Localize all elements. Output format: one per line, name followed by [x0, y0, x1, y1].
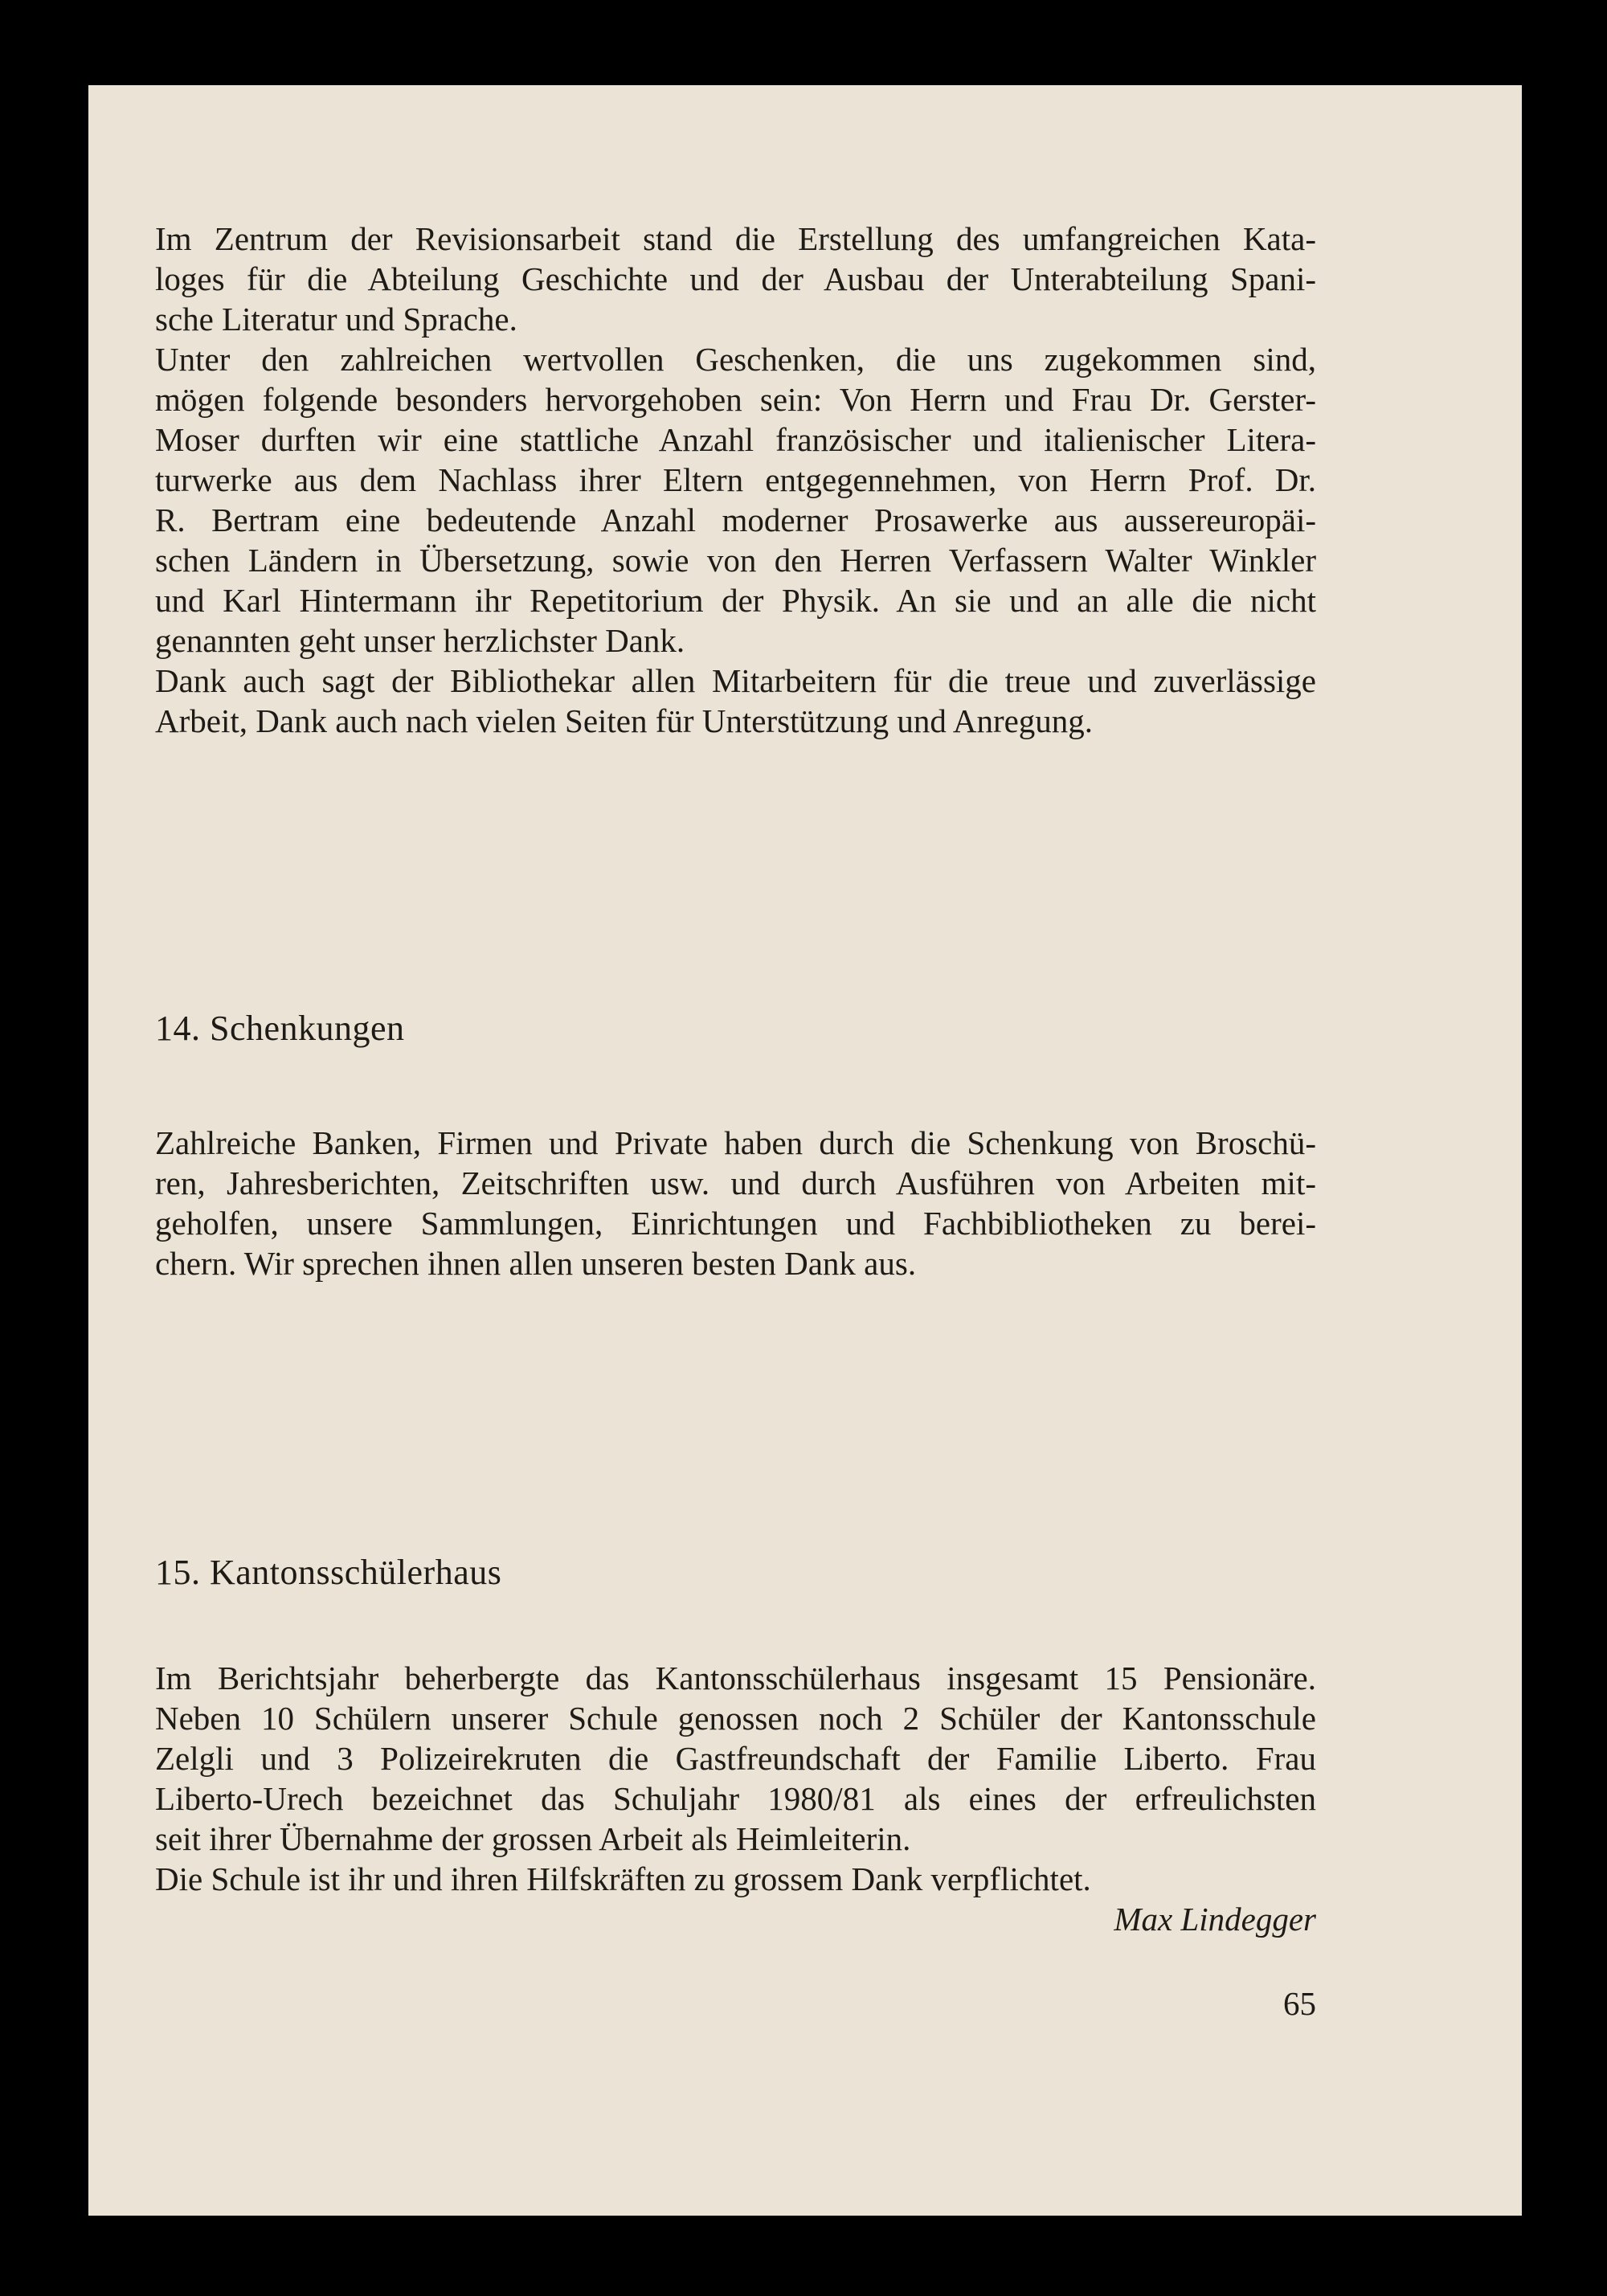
section-14-heading: 14. Schenkungen: [155, 1009, 405, 1048]
intro-paragraph: [155, 219, 1316, 741]
author-signature: Max Lindegger: [1114, 1901, 1316, 1938]
text-line: genannten geht unser herzlichster Dank.: [155, 622, 685, 659]
text-line: chern. Wir sprechen ihnen allen unseren besten Dank aus.: [155, 1245, 917, 1282]
text-line: Arbeit, Dank auch nach vielen Seiten für Unterstützung und Anregung.: [155, 702, 1094, 739]
text-line: ren, Jahresberichten, Zeitschriften usw. und durch Ausführen von Arbeiten mit-: [155, 1164, 1316, 1201]
text-line: Dank auch sagt der Bibliothekar allen Mitarbeitern für die treue und zuverlässige: [155, 662, 1316, 699]
text-line: schen Ländern in Übersetzung, sowie von den Herren Verfassern Walter Winkler: [155, 542, 1316, 579]
text-line: R. Bertram eine bedeutende Anzahl moderner Prosawerke aus aussereuropäi-: [155, 501, 1316, 538]
text-line: Unter den zahlreichen wertvollen Geschenken, die uns zugekommen sind,: [155, 341, 1316, 378]
text-line: Moser durften wir eine stattliche Anzahl französischer und italienischer Litera-: [155, 421, 1316, 458]
text-line: und Karl Hintermann ihr Repetitorium der Physik. An sie und an alle die nicht: [155, 582, 1316, 619]
text-line: Neben 10 Schülern unserer Schule genossen noch 2 Schüler der Kantonsschule: [155, 1700, 1316, 1737]
text-line: mögen folgende besonders hervorgehoben sein: Von Herrn und Frau Dr. Gerster-: [155, 381, 1316, 418]
page-number: 65: [1283, 1985, 1316, 2022]
text-line: Im Berichtsjahr beherbergte das Kantonsschülerhaus insgesamt 15 Pensionäre.: [155, 1660, 1316, 1696]
text-line: geholfen, unsere Sammlungen, Einrichtungen und Fachbibliotheken zu berei-: [155, 1205, 1316, 1242]
text-line: Liberto-Urech bezeichnet das Schuljahr 1980/81 als eines der erfreulichsten: [155, 1780, 1316, 1817]
text-line: loges für die Abteilung Geschichte und der Ausbau der Unterabteilung Spani-: [155, 260, 1316, 297]
section-15-heading: 15. Kantonsschülerhaus: [155, 1553, 502, 1592]
page: [88, 85, 1522, 2216]
text-line: seit ihrer Übernahme der grossen Arbeit als Heimleiterin.: [155, 1820, 911, 1857]
section-14-paragraph: [155, 1123, 1316, 1283]
text-line: turwerke aus dem Nachlass ihrer Eltern entgegennehmen, von Herrn Prof. Dr.: [155, 461, 1316, 498]
text-line: sche Literatur und Sprache.: [155, 301, 517, 338]
text-line: Im Zentrum der Revisionsarbeit stand die Erstellung des umfangreichen Kata-: [155, 220, 1316, 257]
text-line: Die Schule ist ihr und ihren Hilfskräften zu grossem Dank verpflichtet.: [155, 1860, 1091, 1897]
text-line: Zahlreiche Banken, Firmen und Private haben durch die Schenkung von Broschü-: [155, 1124, 1316, 1161]
section-15-paragraph: [155, 1658, 1316, 1899]
text-line: Zelgli und 3 Polizeirekruten die Gastfreundschaft der Familie Liberto. Frau: [155, 1740, 1316, 1777]
